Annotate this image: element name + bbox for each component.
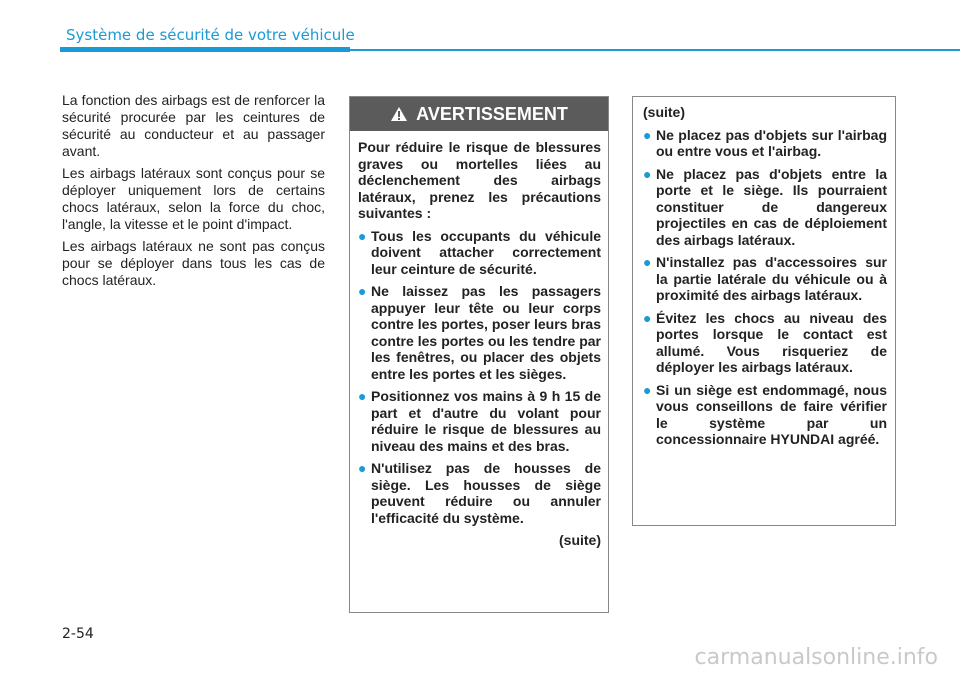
list-item: [358, 388, 601, 454]
bullet-dot-icon: ●: [643, 126, 652, 143]
watermark: carmanualsonline.info: [694, 645, 938, 670]
bullet-dot-icon: ●: [358, 460, 367, 476]
header-rule-thick: [60, 47, 350, 52]
list-item: [643, 127, 887, 160]
list-item: [358, 228, 601, 278]
list-item: [643, 166, 887, 249]
list-item-text: Évitez les chocs au niveau des portes lorsque le contact est allumé. Vous risqueriez de déployer les airbags latéraux.: [656, 309, 887, 375]
warning-body: [358, 139, 601, 549]
list-item: [643, 382, 887, 448]
list-item-text: Si un siège est endommagé, nous vous conseillons de faire vérifier le système par un concessionnaire HYUNDAI agréé.: [656, 381, 887, 447]
bullet-dot-icon: ●: [358, 227, 367, 244]
list-item-text: N'installez pas d'accessoires sur la partie latérale du véhicule ou à proximité des airbags latéraux.: [656, 254, 887, 303]
warning-box: [349, 96, 609, 613]
list-item-text: N'utilisez pas de housses de siège. Les housses de siège peuvent réduire ou annuler l'efficacité du système.: [371, 460, 601, 526]
continued-box: [632, 96, 896, 526]
continued-heading: (suite): [643, 104, 685, 120]
bullet-dot-icon: ●: [643, 165, 652, 182]
list-item: [643, 310, 887, 376]
left-column-text: [62, 92, 325, 294]
paragraph: Les airbags latéraux ne sont pas conçus pour se déployer dans tous les cas de chocs latéraux.: [62, 238, 325, 288]
bullet-dot-icon: ●: [358, 388, 367, 404]
continued-list: [643, 127, 887, 448]
page-number: 2-54: [62, 626, 94, 642]
bullet-dot-icon: ●: [358, 283, 367, 299]
list-item-text: Ne placez pas d'objets sur l'airbag ou entre vous et l'airbag.: [656, 126, 887, 159]
warning-list: [358, 228, 601, 527]
bullet-dot-icon: ●: [643, 381, 652, 398]
list-item: [358, 460, 601, 526]
list-item: [643, 254, 887, 304]
list-item-text: Ne placez pas d'objets entre la porte et le siège. Ils pourraient constituer de dangereux projectiles en cas de déploiement des airbags latéraux.: [656, 165, 887, 248]
bullet-dot-icon: ●: [643, 254, 652, 270]
list-item-text: Tous les occupants du véhicule doivent attacher correctement leur ceinture de sécurité.: [371, 227, 601, 277]
continued-label: (suite): [559, 532, 601, 548]
list-item: [358, 283, 601, 382]
continued-body: [643, 104, 887, 454]
list-item-text: Positionnez vos mains à 9 h 15 de part et d'autre du volant pour réduire le risque de blessures au niveau des mains et des bras.: [371, 388, 601, 454]
warning-triangle-icon: [390, 106, 408, 122]
warning-title: AVERTISSEMENT: [416, 103, 568, 124]
header-rule-thin: [350, 49, 960, 51]
bullet-dot-icon: ●: [643, 309, 652, 326]
paragraph: Les airbags latéraux sont conçus pour se déployer uniquement lors de certains chocs latéraux, selon la force du choc, l'angle, la vitesse et le point d'impact.: [62, 165, 325, 232]
paragraph: La fonction des airbags est de renforcer la sécurité procurée par les ceintures de sécurité au conducteur et au passager avant.: [62, 92, 325, 159]
warning-header: [350, 97, 608, 131]
warning-intro: Pour réduire le risque de blessures graves ou mortelles liées au déclenchement des airbags latéraux, prenez les précautions suivantes :: [358, 139, 601, 221]
section-title: Système de sécurité de votre véhicule: [66, 26, 355, 44]
list-item-text: Ne laissez pas les passagers appuyer leur tête ou leur corps contre les portes, poser leurs bras contre les portes ou les tendre par les fenêtres, ou placer des objets entre les portes et les sièges.: [371, 283, 601, 382]
